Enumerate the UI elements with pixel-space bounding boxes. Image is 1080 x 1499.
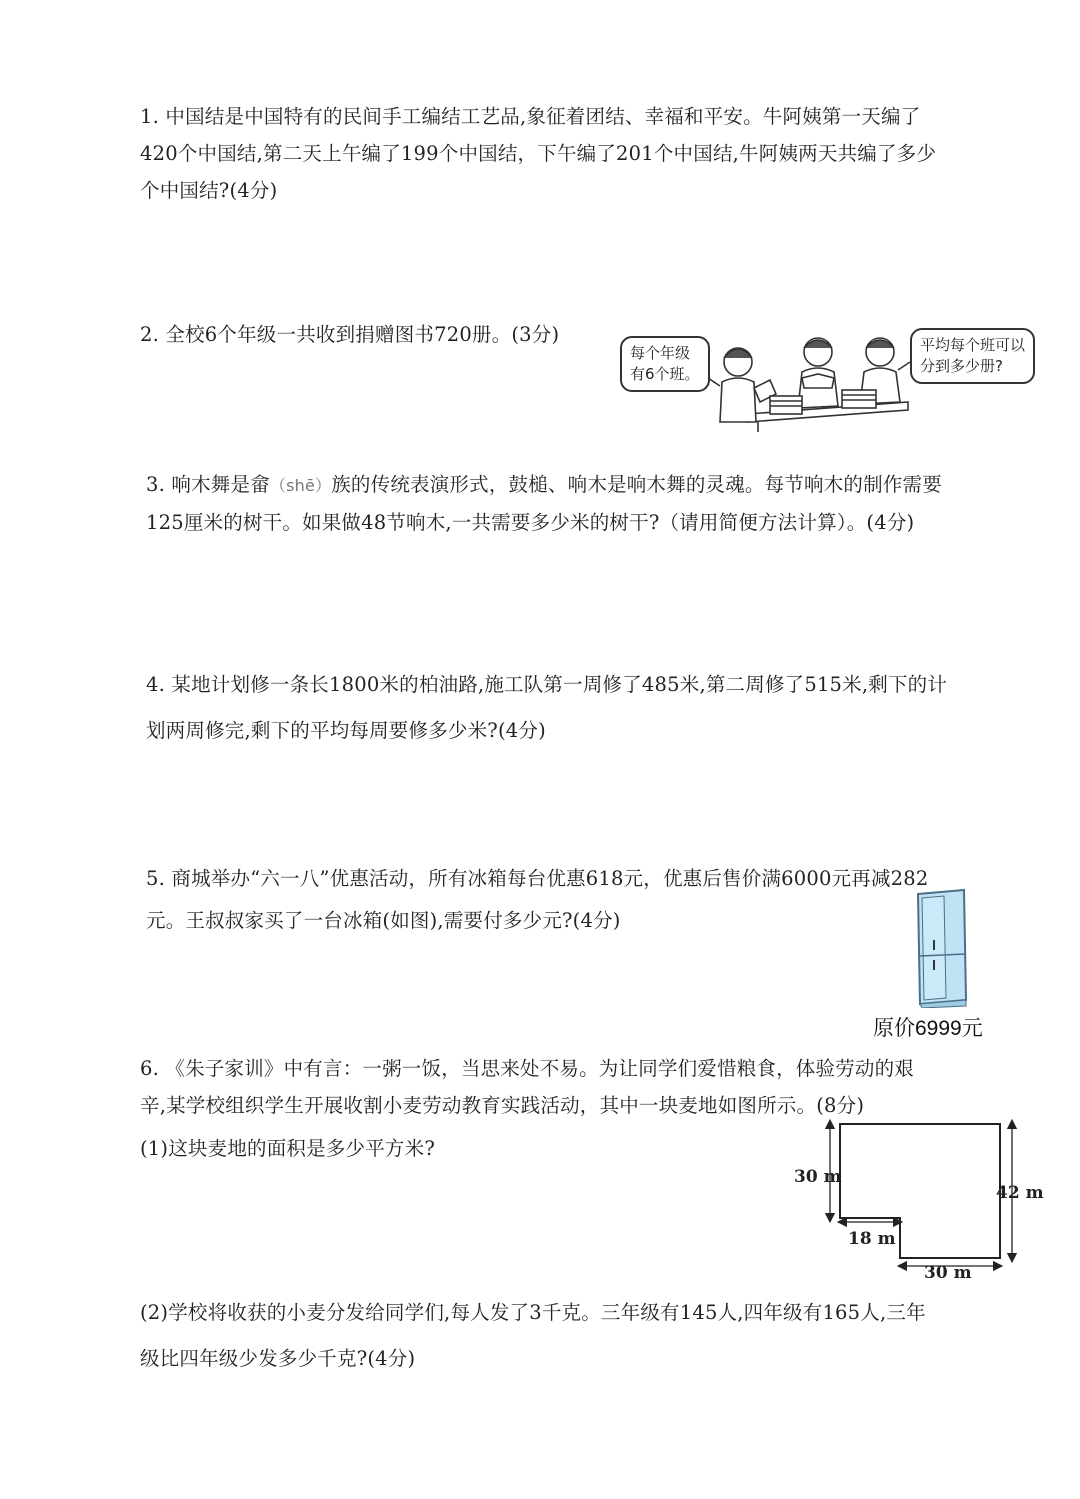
q2-illustration (618, 322, 1058, 434)
q6-sub1: (1)这块麦地的面积是多少平方米? (140, 1137, 435, 1160)
question-1 (140, 98, 936, 209)
dim-bottom-label: 30 m (924, 1263, 972, 1283)
q6-line-1: 6. 《朱子家训》中有言：一粥一饭，当思来处不易。为让同学们爱惜粮食，体验劳动的艰 (140, 1057, 915, 1080)
q5-line-2: 元。王叔叔家买了一台冰箱(如图),需要付多少元?(4分) (146, 909, 621, 932)
q2-text: 2. 全校6个年级一共收到捐赠图书720册。(3分) (140, 323, 560, 346)
question-2 (140, 316, 559, 353)
q1-line-1: 1. 中国结是中国特有的民间手工编结工艺品,象征着团结、幸福和平安。牛阿姨第一天编了 (140, 105, 921, 128)
question-3 (146, 466, 942, 541)
question-4 (146, 662, 947, 754)
q3-line-1-pre: 3. 响木舞是畲 (146, 473, 270, 496)
q1-line-2: 420个中国结,第二天上午编了199个中国结，下午编了201个中国结,牛阿姨两天共编了多少 (140, 142, 937, 165)
q6-sub2-line-1: (2)学校将收获的小麦分发给同学们,每人发了3千克。三年级有145人,四年级有165人,三年 (140, 1301, 926, 1324)
q3-pinyin: （shē） (269, 476, 332, 495)
dim-left-label: 30 m (794, 1167, 842, 1187)
q1-line-3: 个中国结?(4分) (140, 179, 278, 202)
q3-line-1-post: 族的传统表演形式，鼓槌、响木是响木舞的灵魂。每节响木的制作需要 (331, 473, 942, 496)
q5-line-1: 5. 商城举办“六一八”优惠活动，所有冰箱每台优惠618元，优惠后售价满6000元再减282 (146, 867, 929, 890)
q4-line-1: 4. 某地计划修一条长1800米的柏油路,施工队第一周修了485米,第二周修了515米,剩下的计 (146, 673, 948, 696)
q6-sub2-line-2: 级比四年级少发多少千克?(4分) (140, 1347, 416, 1370)
q2-bubble-left-line-2: 有6个班。 (630, 365, 700, 383)
q2-bubble-right-line-2: 分到多少册? (920, 357, 1003, 375)
q4-line-2: 划两周修完,剩下的平均每周要修多少米?(4分) (146, 719, 546, 742)
q6-line-2: 辛,某学校组织学生开展收割小麦劳动教育实践活动，其中一块麦地如图所示。(8分) (140, 1094, 865, 1117)
students-with-books-icon (618, 322, 1058, 434)
q2-bubble-right-line-1: 平均每个班可以 (920, 336, 1026, 354)
refrigerator-icon (910, 888, 972, 1008)
dim-right-label: 42 m (996, 1183, 1044, 1203)
question-5 (146, 858, 929, 942)
dim-step-label: 18 m (848, 1229, 896, 1249)
question-6-part-2 (140, 1290, 926, 1382)
wheat-field-diagram (790, 1118, 1050, 1284)
q3-line-2: 125厘米的树干。如果做48节响木,一共需要多少米的树干?（请用简便方法计算）。(4分) (146, 511, 915, 534)
q2-bubble-left-line-1: 每个年级 (630, 344, 691, 362)
fridge-price-label: 原价6999元 (873, 1017, 983, 1040)
q3-line-1 (146, 466, 942, 504)
